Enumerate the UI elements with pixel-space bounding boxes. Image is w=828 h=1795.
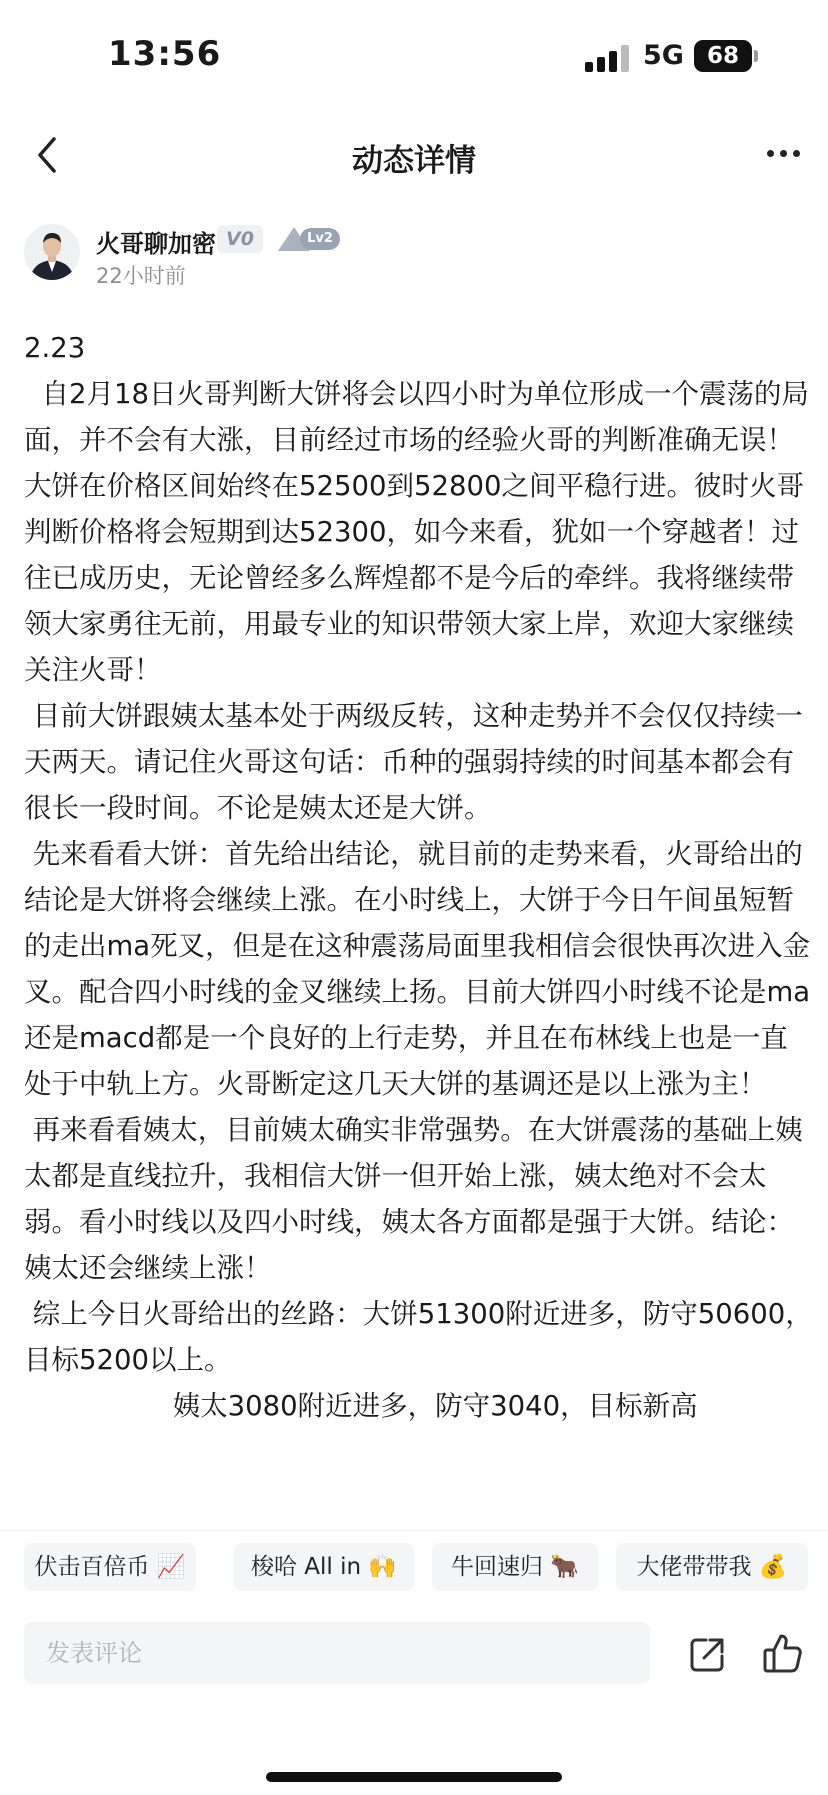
post-paragraph: 先来看看大饼：首先给出结论，就目前的走势来看，火哥给出的结论是大饼将会继续上涨。在小时线上，大饼于今日午间虽短暂的走出ma死叉，但是在这种震荡局面里我相信会很快再次进入金叉。配合四小时线的金叉继续上扬。目前大饼四小时线不论是ma还是macd都是一个良好的上行走势，并且在布林线上也是一直处于中轨上方。火哥断定这几天大饼的基调还是以上涨为主！	[24, 838, 811, 1100]
level-label: Lv2	[300, 228, 340, 250]
quick-reply-chip[interactable]: 梭哈 All in 🙌	[234, 1543, 414, 1591]
battery-cap	[754, 50, 758, 62]
nav-bar	[0, 115, 828, 195]
network-type: 5G	[643, 40, 684, 71]
battery-icon: 68	[694, 40, 752, 72]
share-icon[interactable]	[688, 1634, 728, 1674]
post-content	[24, 325, 814, 1520]
home-indicator	[266, 1772, 562, 1782]
avatar[interactable]	[24, 224, 80, 280]
post-paragraph: 综上今日火哥给出的丝路：大饼51300附近进多，防守50600，目标5200以上。	[24, 1298, 813, 1376]
post-paragraph: 自2月18日火哥判断大饼将会以四小时为单位形成一个震荡的局面，并不会有大涨，目前经过市场的经验火哥的判断准确无误！大饼在价格区间始终在52500到52800之间平稳行进。彼时火哥判断价格将会短期到达52300，如今来看，犹如一个穿越者！过往已成历史，无论曾经多么辉煌都不是今后的牵绊。我将继续带领大家勇往无前，用最专业的知识带领大家上岸，欢迎大家继续关注火哥！	[24, 378, 809, 686]
post-paragraph: 目前大饼跟姨太基本处于两级反转，这种走势并不会仅仅持续一天两天。请记住火哥这句话：币种的强弱持续的时间基本都会有很长一段时间。不论是姨太还是大饼。	[24, 700, 803, 824]
post-paragraph: 2.23	[24, 332, 86, 364]
quick-reply-bar	[0, 1530, 828, 1591]
user-level-badge	[276, 224, 344, 254]
more-icon[interactable]	[765, 150, 805, 162]
signal-icon	[585, 44, 631, 72]
quick-reply-chip[interactable]: 大佬带带我 💰	[616, 1543, 808, 1591]
post-paragraph: 姨太3080附近进多，防守3040，目标新高	[24, 1390, 698, 1422]
v-level-badge: V0	[217, 225, 263, 253]
comment-input[interactable]: 发表评论	[24, 1622, 650, 1684]
status-time: 13:56	[108, 34, 222, 74]
comment-bar	[0, 1622, 828, 1710]
status-bar	[0, 0, 828, 110]
post-time: 22小时前	[96, 264, 186, 288]
quick-reply-chip[interactable]: 伏击百倍币 📈	[24, 1543, 196, 1591]
like-icon[interactable]	[762, 1632, 802, 1674]
author-name[interactable]: 火哥聊加密	[96, 230, 216, 258]
page-title: 动态详情	[352, 143, 476, 179]
quick-reply-chip[interactable]: 牛回速归 🐂	[432, 1543, 598, 1591]
post-paragraph: 再来看看姨太，目前姨太确实非常强势。在大饼震荡的基础上姨太都是直线拉升，我相信大饼一但开始上涨，姨太绝对不会太弱。看小时线以及四小时线，姨太各方面都是强于大饼。结论：姨太还会继续上涨！	[24, 1114, 803, 1284]
author-header	[0, 220, 828, 300]
